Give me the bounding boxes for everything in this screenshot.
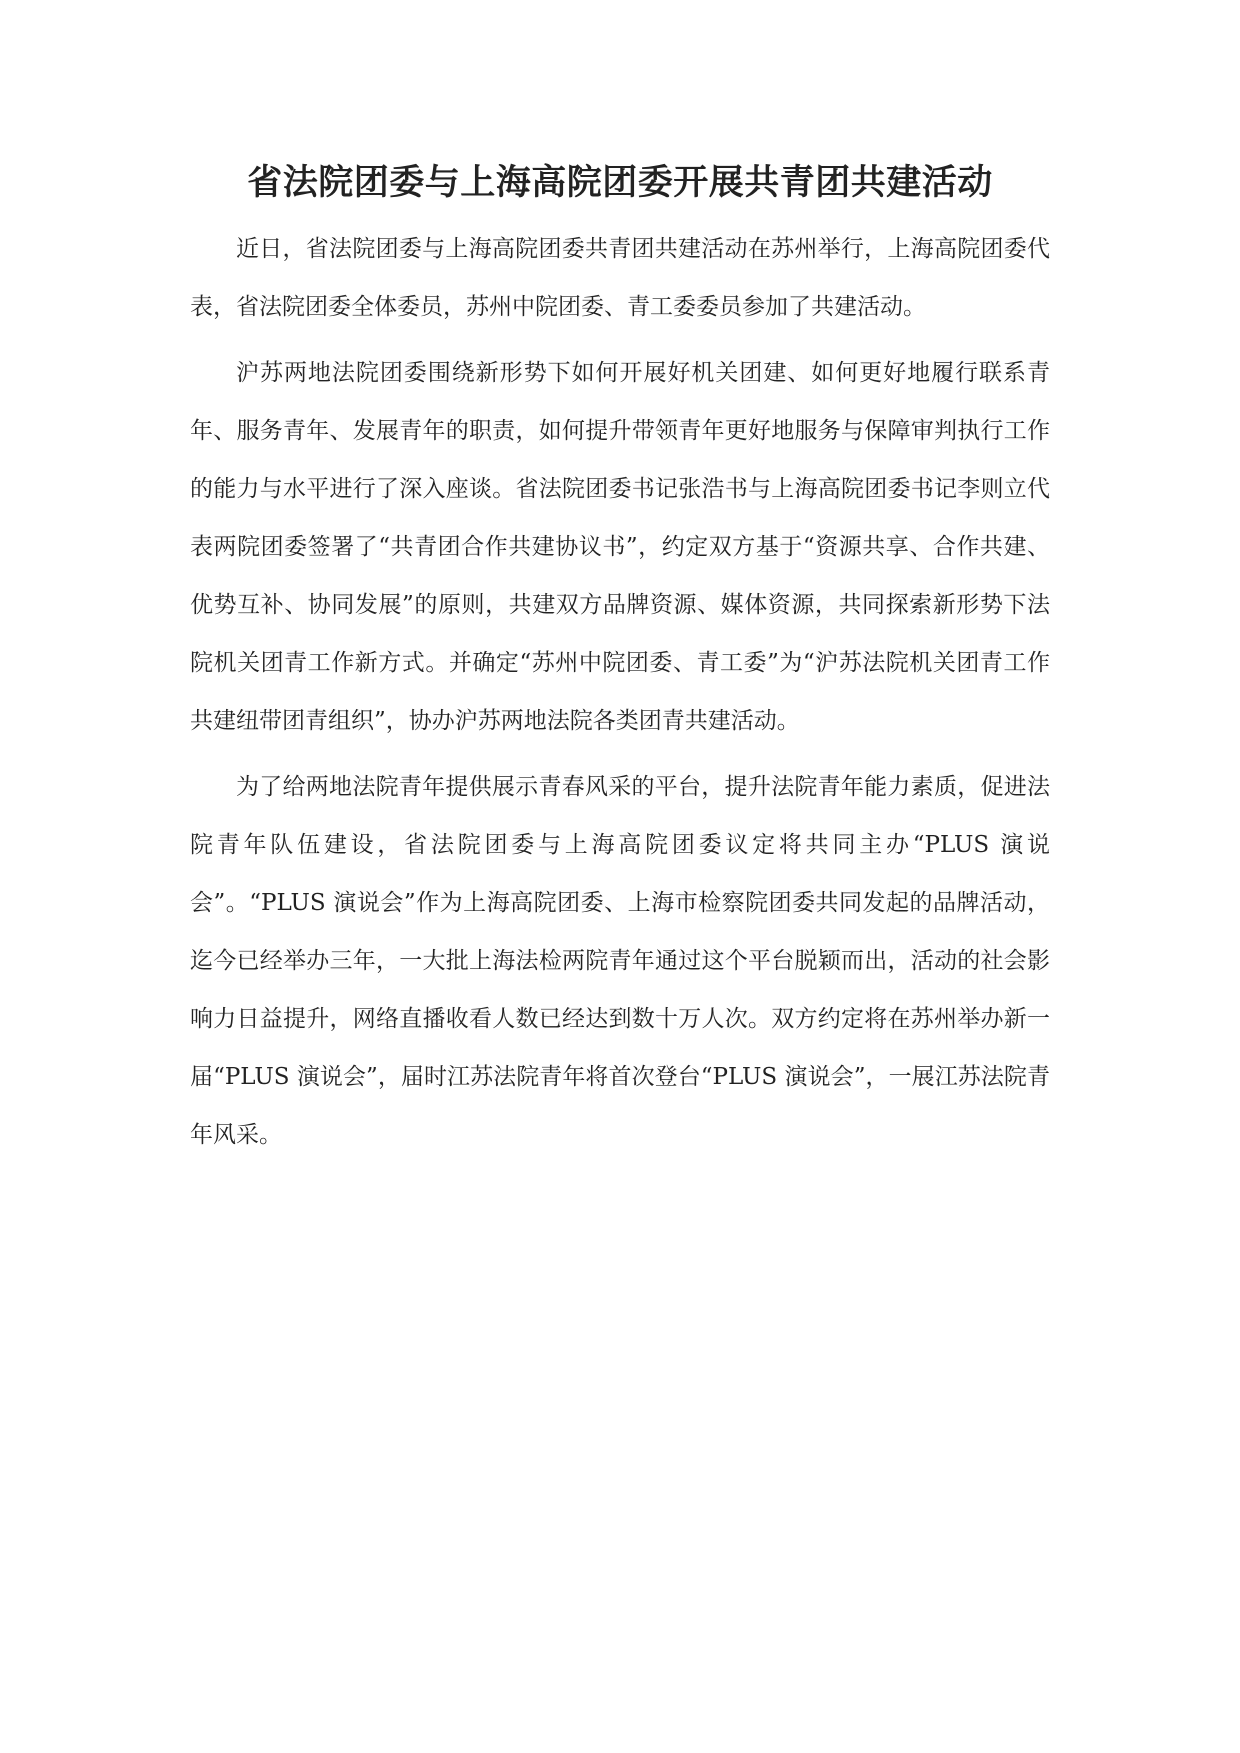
paragraph-2: 沪苏两地法院团委围绕新形势下如何开展好机关团建、如何更好地履行联系青年、服务青年、发展青年的职责，如何提升带领青年更好地服务与保障审判执行工作的能力与水平进行了深入座谈。省法院团委书记张浩书与上海高院团委书记李则立代表两院团委签署了“共青团合作共建协议书”，约定双方基于“资源共享、合作共建、优势互补、协同发展”的原则，共建双方品牌资源、媒体资源，共同探索新形势下法院机关团青工作新方式。并确定“苏州中院团委、青工委”为“沪苏法院机关团青工作共建纽带团青组织”，协办沪苏两地法院各类团青共建活动。 (190, 360, 1050, 734)
document-title: 省法院团委与上海高院团委开展共青团共建活动 (247, 163, 993, 203)
paragraph-3: 为了给两地法院青年提供展示青春风采的平台，提升法院青年能力素质，促进法院青年队伍建设，省法院团委与上海高院团委议定将共同主办“PLUS 演说会”。“PLUS 演说会”作为上海高院团委、上海市检察院团委共同发起的品牌活动，迄今已经举办三年，一大批上海法检两院青年通过这个平台脱颖而出，活动的社会影响力日益提升，网络直播收看人数已经达到数十万人次。双方约定将在苏州举办新一届“PLUS 演说会”，届时江苏法院青年将首次登台“PLUS 演说会”，一展江苏法院青年风采。 (190, 774, 1050, 1148)
document-body (190, 220, 1050, 1172)
paragraph-1: 近日，省法院团委与上海高院团委共青团共建活动在苏州举行，上海高院团委代表，省法院团委全体委员，苏州中院团委、青工委委员参加了共建活动。 (190, 236, 1050, 320)
